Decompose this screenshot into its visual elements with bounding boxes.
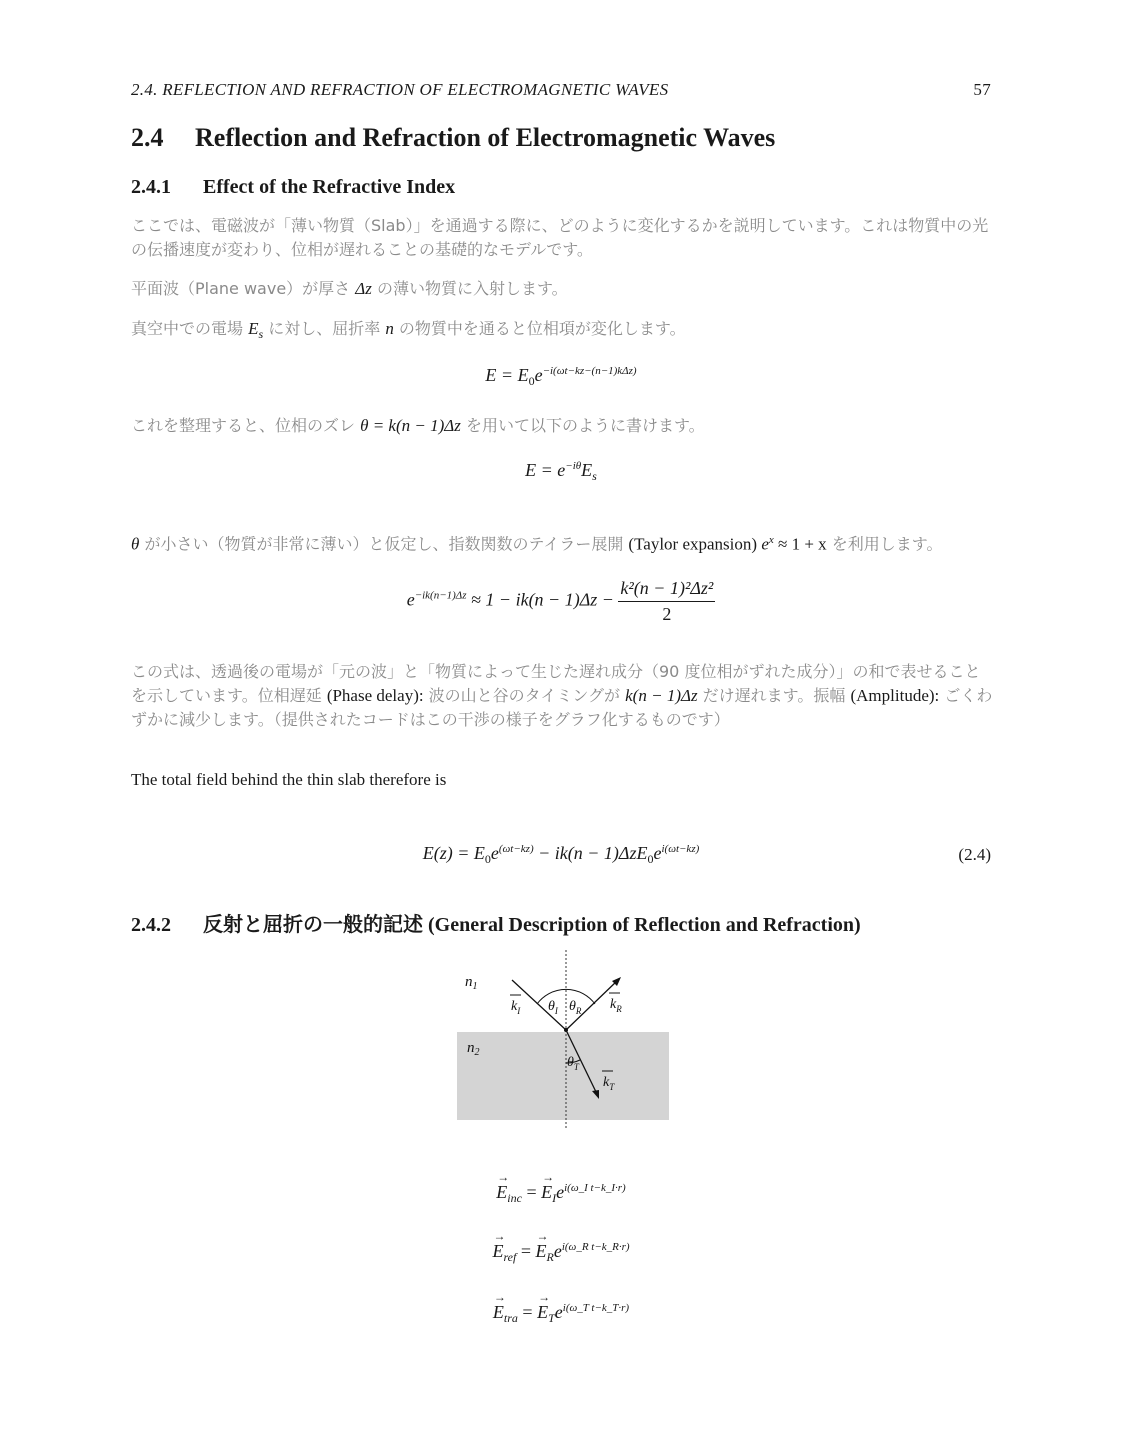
eq-lhs: → E xyxy=(492,1241,503,1262)
eq-exponent: i(ωt−kz) xyxy=(661,843,700,855)
text-fragment: 平面波（Plane wave）が厚さ xyxy=(131,279,356,298)
reflection-refraction-figure xyxy=(455,950,675,1130)
eq-sub: 0 xyxy=(528,374,535,388)
eq-sub: tra xyxy=(503,1311,518,1325)
eq-sub: 0 xyxy=(647,852,654,866)
text-fragment: の物質中を通ると位相項が変化します。 xyxy=(393,319,686,338)
math-exponent: x xyxy=(768,534,774,546)
medium-2-region xyxy=(457,1032,669,1120)
label-k-reflected: $k_R$ xyxy=(610,997,622,1014)
text-fragment: ごくわずかに減少します。（提供されたコードはこの干渉の様子をグラフ化するものです） xyxy=(131,686,993,729)
paragraph-plane-wave xyxy=(131,277,993,301)
label-theta-r: $\theta_R$ xyxy=(569,999,582,1016)
subsection-title-en: (General Description of Reflection and Refraction) xyxy=(423,914,861,936)
eq-sub: R xyxy=(546,1250,554,1264)
paragraph-taylor xyxy=(131,528,993,556)
math-subscript: s xyxy=(258,327,264,341)
eq-base: e xyxy=(556,1182,565,1202)
subsection-heading-1 xyxy=(131,176,455,199)
eq-sub: inc xyxy=(507,1191,522,1205)
section-title: Reflection and Refraction of Electromagnetic Waves xyxy=(195,123,776,152)
running-header: 2.4. REFLECTION AND REFRACTION OF ELECTROMAGNETIC WAVES xyxy=(131,80,669,99)
eq-exponent: (ωt−kz) xyxy=(498,843,534,855)
text-fragment: 真空中での電場 xyxy=(131,319,249,338)
paragraph-total-field: The total field behind the thin slab therefore is xyxy=(131,770,447,789)
label-n1: $n_1$ xyxy=(465,974,478,992)
eq-sub: 0 xyxy=(484,852,491,866)
eq-exponent: i(ω_T t−k_T·r) xyxy=(562,1302,630,1314)
section-heading xyxy=(131,123,775,153)
eq-lhs: E = e xyxy=(525,460,566,480)
eq-base: e xyxy=(553,1241,562,1261)
paragraph-intro: ここでは、電磁波が「薄い物質（Slab）」を通過する際に、どのように変化するかを説明しています。これは物質中の光の伝播速度が変わり、位相が遅れることの基礎的なモデルです。 xyxy=(131,216,989,259)
eq-lhs: E = E xyxy=(485,365,529,385)
paragraph-phase-shift xyxy=(131,414,993,438)
subsection-number-2: 2.4.2 xyxy=(131,914,171,936)
paragraph-interpretation xyxy=(131,660,993,732)
label-theta-i: $\theta_I$ xyxy=(548,999,558,1016)
text-fragment: を利用します。 xyxy=(826,534,943,554)
eq-exponent: i(ω_R t−k_R·r) xyxy=(561,1241,630,1253)
eq-sub: s xyxy=(592,469,597,483)
text-fragment: だけ遅れます。振幅 xyxy=(697,686,851,705)
eq-mid: ≈ 1 − ik(n − 1)Δz − xyxy=(466,589,619,610)
equation-incident-field: → $E_{inc}$ = → $E_Ie^{i(\omega\_I t-k\_I\cdot r)}$ xyxy=(131,1182,991,1206)
text-fragment: を用いて以下のように書けます。 xyxy=(460,416,705,435)
label-theta-t: $\theta_T$ xyxy=(567,1055,579,1072)
subsection-number-1: 2.4.1 xyxy=(131,176,171,198)
eq-exponent: −iθ xyxy=(565,460,582,472)
equation-total-field xyxy=(131,843,991,867)
eq-frac-numerator: k²(n − 1)²Δz² xyxy=(618,578,715,602)
text-fragment: 波の山と谷のタイミングが xyxy=(423,686,626,705)
eq-base: e xyxy=(490,843,499,863)
subsection-title-1: Effect of the Refractive Index xyxy=(203,176,456,198)
math-e: E xyxy=(248,319,259,338)
eq-sub: ref xyxy=(503,1250,517,1264)
eq-fraction xyxy=(618,578,715,625)
eq-mid: − ik(n − 1)ΔzE xyxy=(533,843,648,863)
paragraph-vacuum-field xyxy=(131,317,993,346)
eq-lhs: → E xyxy=(496,1182,507,1203)
eq-exponent: −i(ωt−kz−(n−1)kΔz) xyxy=(542,365,637,377)
label-n2: $n_2$ xyxy=(467,1040,480,1058)
text-fragment: の薄い物質に入射します。 xyxy=(371,279,568,298)
label-k-transmitted: $k_T$ xyxy=(603,1075,615,1092)
eq-exponent: −ik(n−1)Δz xyxy=(414,589,467,602)
text-fragment: この式は、透過後の電場が「元の波」と「物質によって生じた遅れ成分（90 度位相がずれた成分）」の和で表せることを示しています。位相遅延 xyxy=(131,662,981,705)
eq-rhs: E xyxy=(581,460,593,480)
page-number: 57 xyxy=(973,80,991,99)
text-amplitude: (Amplitude): xyxy=(850,686,940,705)
equation-field-in-slab xyxy=(131,365,991,389)
eq-sub: T xyxy=(548,1311,555,1325)
section-number: 2.4 xyxy=(131,123,164,152)
incidence-point xyxy=(564,1028,568,1032)
equation-reflected-field: → $E_{ref}$ = → $E_Re^{i(\omega\_R t-k\_R\cdot r)}$ xyxy=(131,1241,991,1265)
text-taylor-en: (Taylor expansion) xyxy=(628,534,762,554)
eq-rhs: → E xyxy=(541,1182,552,1203)
eq-base: e xyxy=(554,1302,563,1322)
text-fragment: これを整理すると、位相のズレ xyxy=(131,416,361,435)
eq-lhs: e xyxy=(406,589,415,610)
math-approx: ≈ 1 + x xyxy=(773,534,827,554)
math-delta-z: Δz xyxy=(355,279,372,298)
equation-phase-form xyxy=(131,460,991,484)
text-fragment: に対し、屈折率 xyxy=(263,319,386,338)
math-theta: θ xyxy=(131,534,140,554)
eq-lhs: E(z) = E xyxy=(422,843,485,863)
subsection-title-jp: 反射と屈折の一般的記述 xyxy=(203,912,423,936)
eq-rhs: → E xyxy=(537,1302,548,1323)
eq-rhs: → E xyxy=(535,1241,546,1262)
text-phase-delay: (Phase delay): xyxy=(326,686,424,705)
math-theta-def: θ = k(n − 1)Δz xyxy=(360,416,461,435)
eq-exponent: i(ω_I t−k_I·r) xyxy=(564,1182,626,1194)
eq-lhs: → E xyxy=(493,1302,504,1323)
equation-number: (2.4) xyxy=(958,845,991,864)
eq-base: e xyxy=(534,365,543,385)
math-e: e xyxy=(761,534,769,554)
label-k-incident: $k_I$ xyxy=(511,999,521,1016)
eq-sub: I xyxy=(552,1191,557,1205)
eq-base: e xyxy=(653,843,662,863)
subsection-heading-2 xyxy=(131,908,861,937)
equation-transmitted-field: → $E_{tra}$ = → $E_Te^{i(\omega\_T t-k\_T\cdot r)}$ xyxy=(131,1302,991,1326)
math-n: n xyxy=(385,319,394,338)
equation-taylor-expansion xyxy=(131,578,991,625)
text-fragment: が小さい（物質が非常に薄い）と仮定し、指数関数のテイラー展開 xyxy=(139,534,629,554)
math-delay: k(n − 1)Δz xyxy=(625,686,698,705)
incident-ray xyxy=(512,980,566,1030)
eq-frac-denominator: 2 xyxy=(662,604,672,624)
